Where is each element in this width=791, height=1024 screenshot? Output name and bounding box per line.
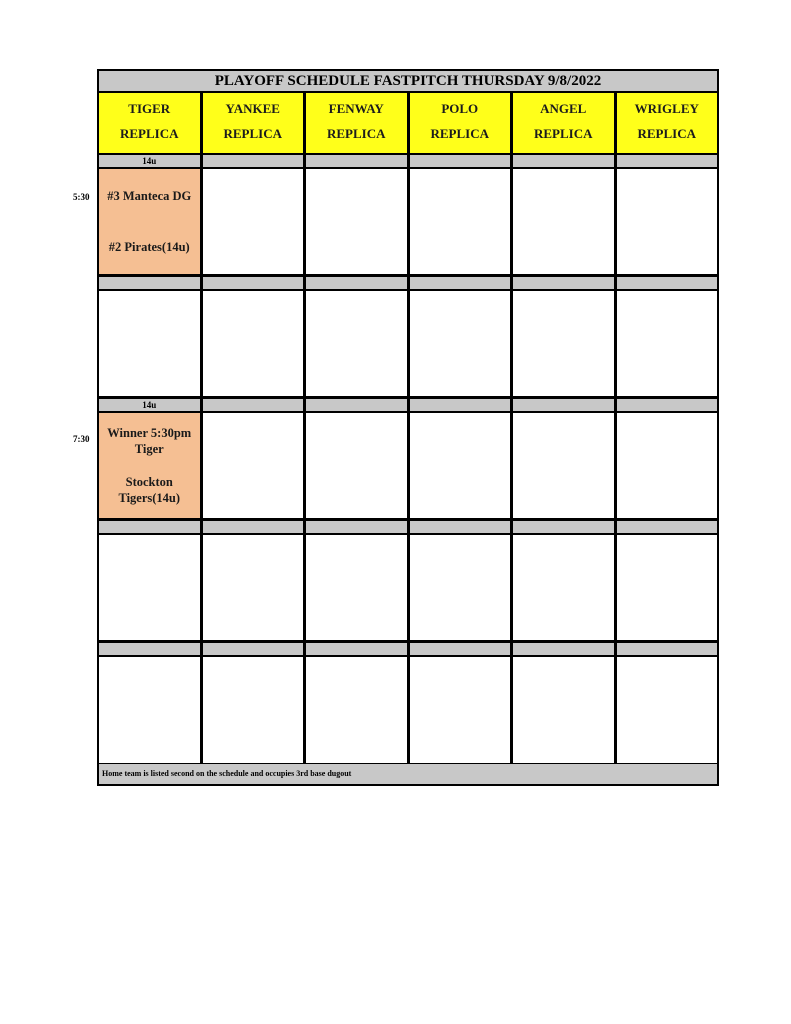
time-slot-row xyxy=(99,657,717,765)
divider-bar xyxy=(99,643,717,657)
away-team: Winner 5:30pm Tiger xyxy=(107,426,192,456)
divider-bar xyxy=(99,155,717,169)
divider-bar xyxy=(99,521,717,535)
divider-bar xyxy=(99,277,717,291)
field-header-wrigley: WRIGLEY REPLICA xyxy=(617,93,718,153)
field-header-tiger: TIGER REPLICA xyxy=(99,93,203,153)
divider-bar xyxy=(99,399,717,413)
away-team: #3 Manteca DG xyxy=(107,189,192,203)
field-header-polo: POLO REPLICA xyxy=(410,93,514,153)
division-label: 14u xyxy=(99,399,203,413)
time-slot-row xyxy=(99,535,717,643)
time-label-530: 5:30 xyxy=(73,192,90,202)
field-header-yankee: YANKEE REPLICA xyxy=(203,93,307,153)
game-cell xyxy=(99,413,203,518)
schedule-table xyxy=(97,69,719,786)
schedule-title: PLAYOFF SCHEDULE FASTPITCH THURSDAY 9/8/2022 xyxy=(99,71,717,93)
field-header-fenway: FENWAY REPLICA xyxy=(306,93,410,153)
time-slot-row xyxy=(99,291,717,399)
field-header-angel: ANGEL REPLICA xyxy=(513,93,617,153)
time-slot-row xyxy=(99,169,717,277)
game-cell xyxy=(99,169,203,274)
footer-note: Home team is listed second on the schedule and occupies 3rd base dugout xyxy=(99,763,717,784)
time-slot-row xyxy=(99,413,717,521)
home-team: Stockton Tigers(14u) xyxy=(118,475,181,505)
division-label: 14u xyxy=(99,155,203,169)
time-label-730: 7:30 xyxy=(73,434,90,444)
home-team: #2 Pirates(14u) xyxy=(108,240,190,254)
field-header-row xyxy=(99,93,717,155)
